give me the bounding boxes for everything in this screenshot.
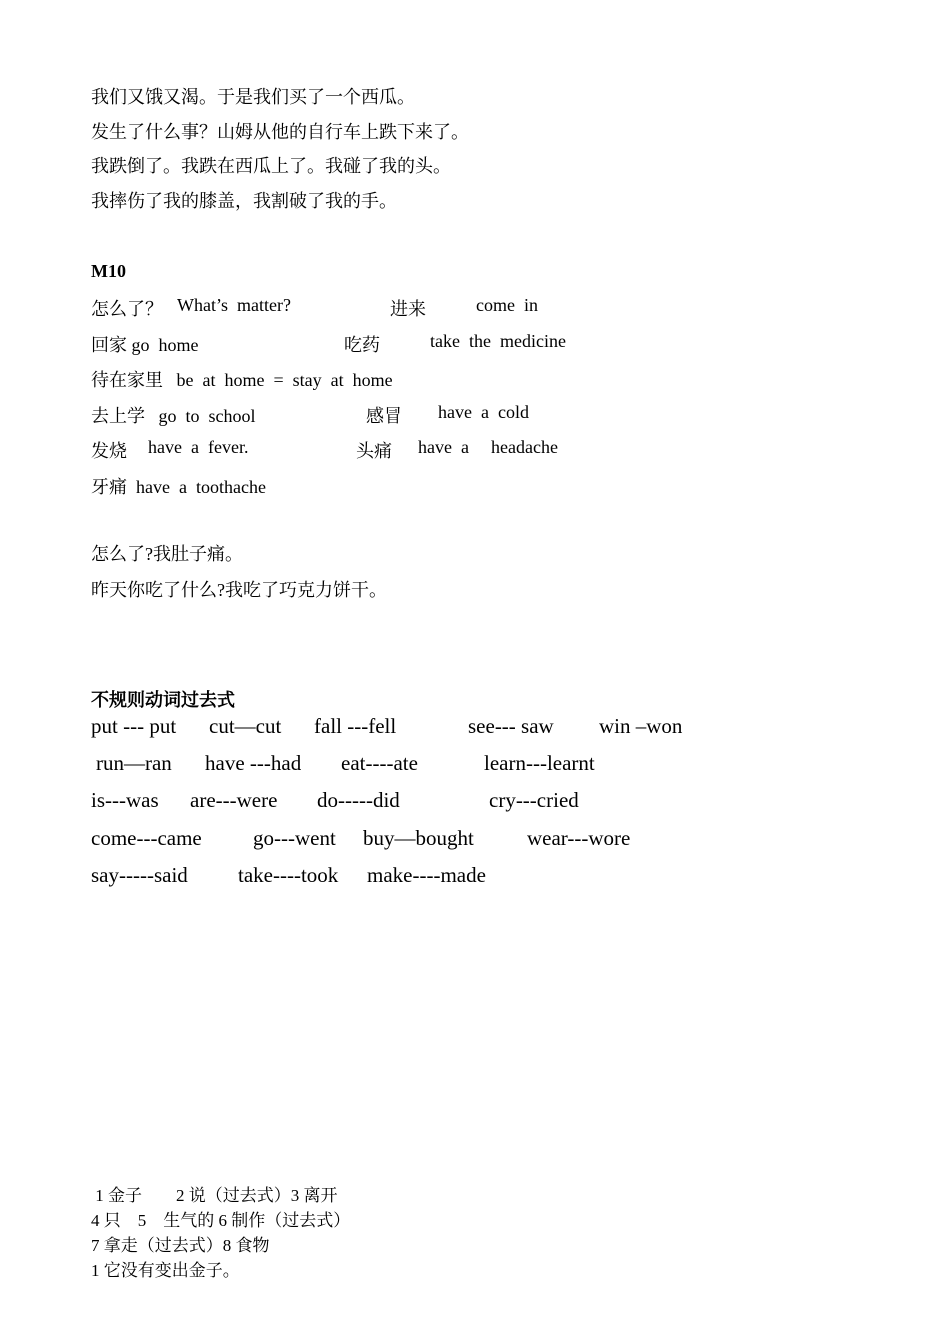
vocab-cn: 感冒 [366,406,402,426]
verb-pair: cry---cried [489,788,579,812]
verb-pair: see--- saw [468,714,554,738]
section-heading-irregular-verbs: 不规则动词过去式 [91,690,235,710]
intro-line: 我跌倒了。我跌在西瓜上了。我碰了我的头。 [91,156,451,176]
verb-pair: are---were [190,788,278,812]
verb-pair: run—ran [96,751,172,775]
verb-pair: take----took [238,863,339,887]
intro-line: 我们又饿又渴。于是我们买了一个西瓜。 [91,87,415,107]
vocab-en: have a fever. [148,437,249,457]
intro-line: 发生了什么事？山姆从他的自行车上跌下来了。 [91,122,469,142]
verb-pair: learn---learnt [484,751,595,775]
vocab-pair: 牙痛 have a toothache [91,477,266,497]
verb-pair: cut—cut [209,714,282,738]
verb-pair: make----made [367,863,486,887]
verb-pair: eat----ate [341,751,418,775]
vocab-cn: 怎么了？ [91,299,163,319]
vocab-list-line: 1 金子 2 说（过去式）3 离开 [91,1186,338,1205]
vocab-cn: 吃药 [344,335,380,355]
verb-pair: go---went [253,826,336,850]
vocab-en: What’s matter? [177,295,291,315]
vocab-cn: 进来 [390,299,426,319]
vocab-en: headache [491,437,558,457]
vocab-list-line: 4 只 5 生气的 6 制作（过去式） [91,1211,351,1230]
verb-pair: do-----did [317,788,400,812]
verb-pair: buy—bought [363,826,474,850]
vocab-pair: 去上学 go to school [91,406,256,426]
vocab-en: have a [418,437,469,457]
vocab-cn: 发烧 [91,441,127,461]
verb-pair: come---came [91,826,202,850]
verb-pair: say-----said [91,863,188,887]
vocab-list-line: 1 它没有变出金子。 [91,1261,240,1280]
verb-pair: have ---had [205,751,302,775]
vocab-cn: 头痛 [356,441,392,461]
verb-pair: put --- put [91,714,177,738]
section-heading-m10: M10 [91,261,126,281]
example-sentence: 怎么了?我肚子痛。 [91,544,243,564]
example-sentence: 昨天你吃了什么?我吃了巧克力饼干。 [91,580,387,600]
vocab-pair: 回家 go home [91,335,199,355]
vocab-en: have a cold [438,402,529,422]
verb-pair: is---was [91,788,159,812]
verb-pair: win –won [599,714,683,738]
vocab-en: take the medicine [430,331,566,351]
vocab-list-line: 7 拿走（过去式）8 食物 [91,1236,270,1255]
verb-pair: wear---wore [527,826,631,850]
verb-pair: fall ---fell [314,714,397,738]
vocab-en: come in [476,295,538,315]
vocab-pair: 待在家里 be at home = stay at home [91,370,393,390]
intro-line: 我摔伤了我的膝盖，我割破了我的手。 [91,191,397,211]
